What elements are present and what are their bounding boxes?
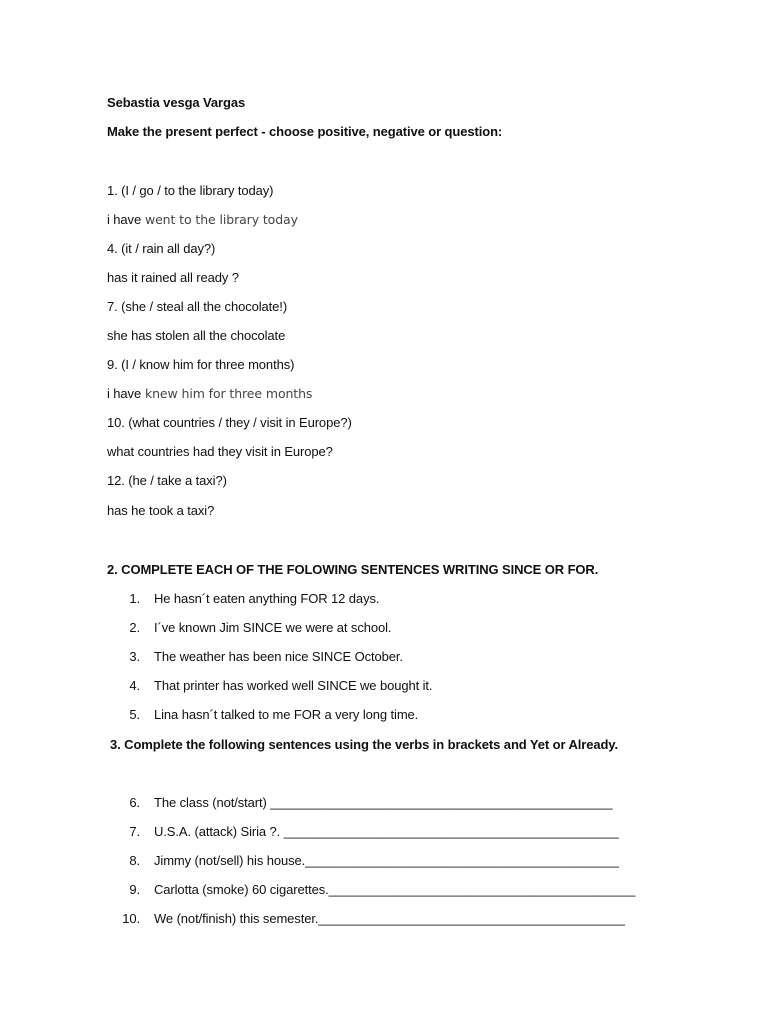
- list-number: 2.: [129, 620, 140, 635]
- answer-prefix: i have: [107, 386, 142, 401]
- list-text: The weather has been nice SINCE October.: [154, 649, 403, 664]
- list-number: 5.: [129, 707, 140, 722]
- exercise1-prompt: 10. (what countries / they / visit in Europe?): [107, 415, 352, 430]
- exercise1-answer: [107, 328, 285, 343]
- list-number: 1.: [129, 591, 140, 606]
- answer-prefix: what countries had they visit in Europe?: [107, 444, 333, 459]
- exercise1-answer: [107, 444, 333, 459]
- instructions-heading: Make the present perfect - choose positive, negative or question:: [107, 124, 503, 139]
- list-text: U.S.A. (attack) Siria ?. _______________________________________________: [154, 824, 619, 839]
- exercise2-heading: 2. COMPLETE EACH OF THE FOLOWING SENTENCES WRITING SINCE OR FOR.: [107, 562, 599, 577]
- answer-prefix: she has stolen all the chocolate: [107, 328, 286, 343]
- exercise1-answer: [107, 212, 298, 227]
- list-text: Carlotta (smoke) 60 cigarettes.___________________________________________: [154, 882, 636, 897]
- answer-prefix: i have: [107, 212, 142, 227]
- exercise3-heading: 3. Complete the following sentences using the verbs in brackets and Yet or Already.: [110, 737, 618, 752]
- answer-prefix: has it rained all ready ?: [107, 270, 239, 285]
- exercise1-prompt: 4. (it / rain all day?): [107, 241, 216, 256]
- student-name: Sebastia vesga Vargas: [107, 95, 246, 110]
- list-number: 9.: [129, 882, 140, 897]
- exercise1-prompt: 9. (I / know him for three months): [107, 357, 295, 372]
- list-number: 8.: [129, 853, 140, 868]
- list-number: 6.: [129, 795, 140, 810]
- list-text: The class (not/start) ________________________________________________: [154, 795, 613, 810]
- answer-rest: went to the library today: [141, 212, 298, 227]
- list-text: That printer has worked well SINCE we bought it.: [154, 678, 433, 693]
- answer-rest: knew him for three months: [141, 386, 313, 401]
- list-number: 7.: [129, 824, 140, 839]
- exercise1-prompt: 1. (I / go / to the library today): [107, 183, 274, 198]
- list-number: 10.: [122, 911, 140, 926]
- list-number: 3.: [129, 649, 140, 664]
- exercise1-answer: [107, 270, 239, 285]
- list-number: 4.: [129, 678, 140, 693]
- exercise1-prompt: 12. (he / take a taxi?): [107, 473, 227, 488]
- exercise1-answer: [107, 503, 214, 518]
- list-text: Lina hasn´t talked to me FOR a very long time.: [154, 707, 419, 722]
- exercise1-answer: [107, 386, 312, 401]
- list-text: Jimmy (not/sell) his house.____________________________________________: [154, 853, 619, 868]
- list-text: I´ve known Jim SINCE we were at school.: [154, 620, 392, 635]
- list-text: We (not/finish) this semester.___________________________________________: [154, 911, 625, 926]
- answer-prefix: has he took a taxi?: [107, 503, 215, 518]
- exercise1-prompt: 7. (she / steal all the chocolate!): [107, 299, 288, 314]
- list-text: He hasn´t eaten anything FOR 12 days.: [154, 591, 380, 606]
